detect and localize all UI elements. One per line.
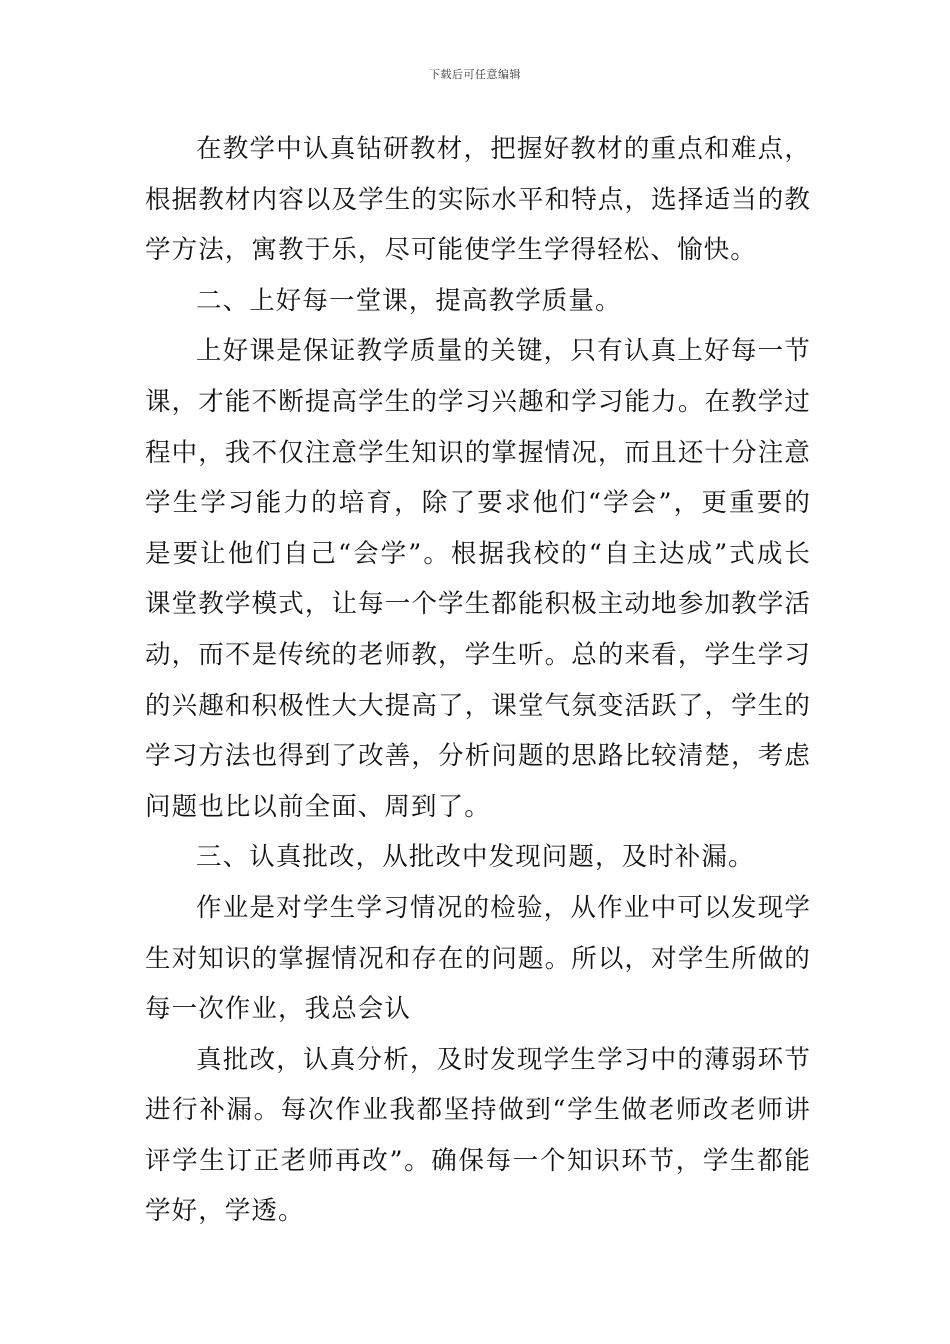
- paragraph: 在教学中认真钻研教材，把握好教材的重点和难点，根据教材内容以及学生的实际水平和特点，选择适当的教学方法，寓教于乐，尽可能使学生学得轻松、愉快。: [145, 134, 811, 266]
- page-header: 下载后可任意编辑: [429, 68, 521, 81]
- section-heading: 三、认真批改，从批改中发现问题，及时补漏。: [196, 842, 755, 873]
- section-heading: 二、上好每一堂课，提高教学质量。: [196, 285, 622, 316]
- paragraph: 作业是对学生学习情况的检验，从作业中可以发现学生对知识的掌握情况和存在的问题。所以，对学生所做的每一次作业，我总会认: [145, 892, 811, 1025]
- document-body: [145, 124, 811, 1237]
- paragraph: 真批改，认真分析，及时发现学生学习中的薄弱环节进行补漏。每次作业我都坚持做到“学生做老师改老师讲评学生订正老师再改”。确保每一个知识环节，学生都能学好，学透。: [145, 1044, 811, 1227]
- paragraph: 上好课是保证教学质量的关键，只有认真上好每一节课，才能不断提高学生的学习兴趣和学习能力。在教学过程中，我不仅注意学生知识的掌握情况，而且还十分注意学生学习能力的培育，除了要求他们“学会”，更重要的是要让他们自己“会学”。根据我校的“自主达成”式成长课堂教学模式，让每一个学生都能积极主动地参加教学活动，而不是传统的老师教，学生听。总的来看，学生学习的兴趣和积极性大大提高了，课堂气氛变活跃了，学生的学习方法也得到了改善，分析问题的思路比较清楚，考虑问题也比以前全面、周到了。: [145, 336, 811, 822]
